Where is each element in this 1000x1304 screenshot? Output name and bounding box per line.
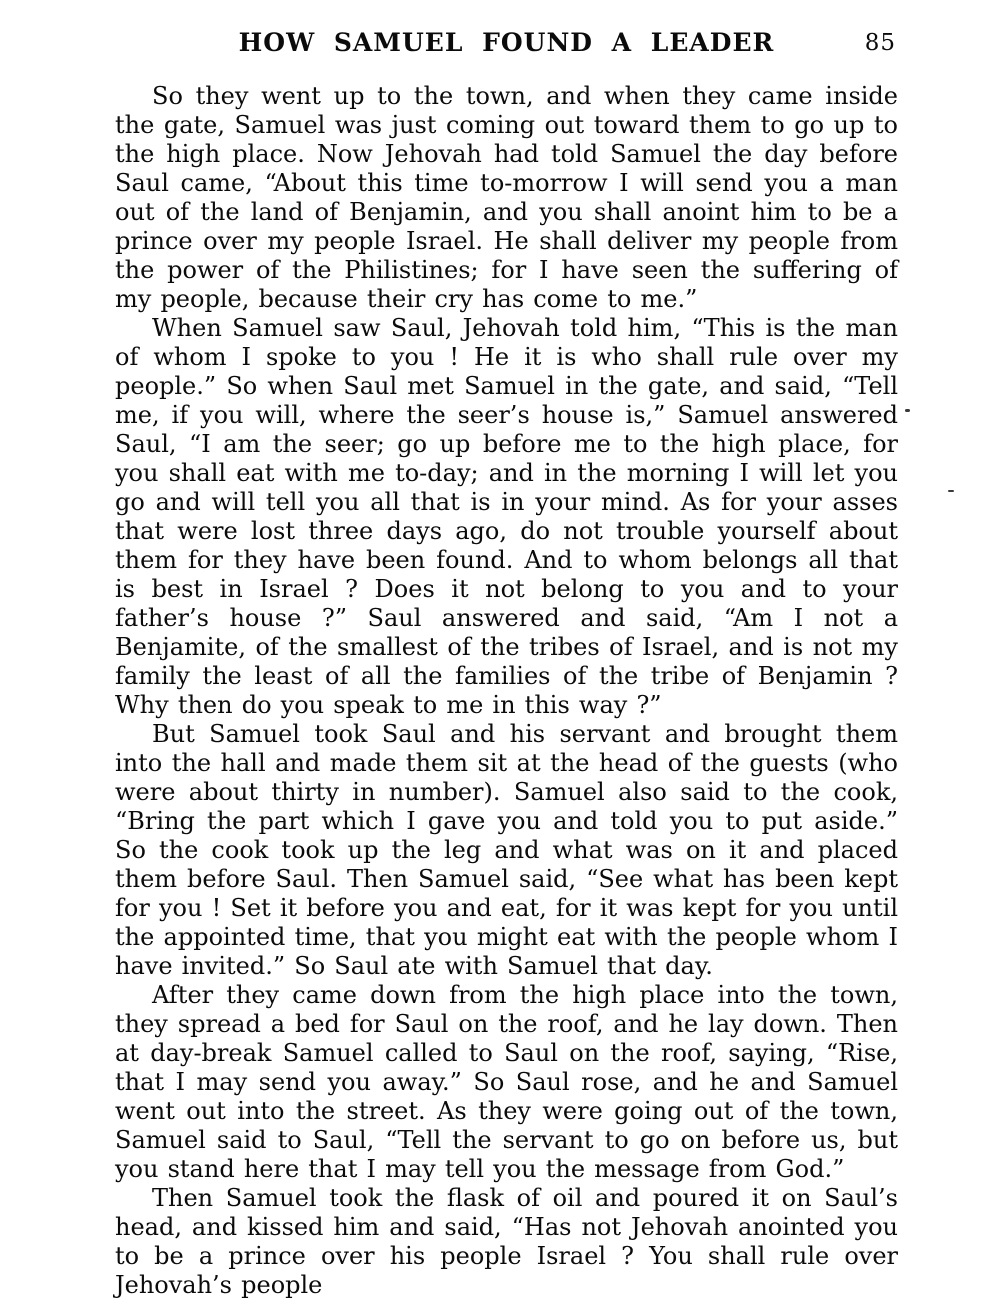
paragraph: After they came down from the high place into the town, they spread a bed for Saul on the roof, and he lay down. Then at day-break Samuel called to Saul on the roof, saying, “Rise, that I may send you away.” So Saul rose, and he and Samuel went out into the street. As they were going out of the town, Samuel said to Saul, “Tell the servant to go on before us, but you stand here that I may tell you the message from God.” xyxy=(115,981,898,1183)
paragraph: When Samuel saw Saul, Jehovah told him, “This is the man of whom I spoke to you ! He it is who shall rule over my people.” So when Saul met Samuel in the gate, and said, “Tell me, if you will, where the seer’s house is,” Samuel answered Saul, “I am the seer; go up before me to the high place, for you shall eat with me to-day; and in the morning I will let you go and will tell you all that is in your mind. As for your asses that were lost three days ago, do not trouble yourself about them for they have been found. And to whom belongs all that is best in Israel ? Does it not belong to you and to your father’s house ?” Saul answered and said, “Am I not a Benjamite, of the smallest of the tribes of Israel, and is not my family the least of all the families of the tribe of Benjamin ? Why then do you speak to me in this way ?” xyxy=(115,314,898,719)
paragraph: Then Samuel took the flask of oil and poured it on Saul’s head, and kissed him and said, “Has not Jehovah anointed you to be a prince over his people Israel ? You shall rule over Jehovah’s people xyxy=(115,1184,898,1299)
page-title: HOW SAMUEL FOUND A LEADER xyxy=(238,28,775,57)
paragraph: But Samuel took Saul and his servant and brought them into the hall and made them sit at the head of the guests (who were about thirty in number). Samuel also said to the cook, “Bring the part which I gave you and told you to put aside.” So the cook took up the leg and what was on it and placed them before Saul. Then Samuel said, “See what has been kept for you ! Set it before you and eat, for it was kept for you until the appointed time, that you might eat with the people whom I have invited.” So Saul ate with Samuel that day. xyxy=(115,720,898,980)
running-header xyxy=(115,28,898,60)
scan-speck xyxy=(948,490,954,492)
scan-speck xyxy=(905,409,910,412)
page-body xyxy=(115,82,898,1300)
paragraph: So they went up to the town, and when they came inside the gate, Samuel was just coming out toward them to go up to the high place. Now Jehovah had told Samuel the day before Saul came, “About this time to-morrow I will send you a man out of the land of Benjamin, and you shall anoint him to be a prince over my people Israel. He shall deliver my people from the power of the Philistines; for I have seen the suffering of my people, because their cry has come to me.” xyxy=(115,82,898,313)
page-number: 85 xyxy=(864,30,896,56)
